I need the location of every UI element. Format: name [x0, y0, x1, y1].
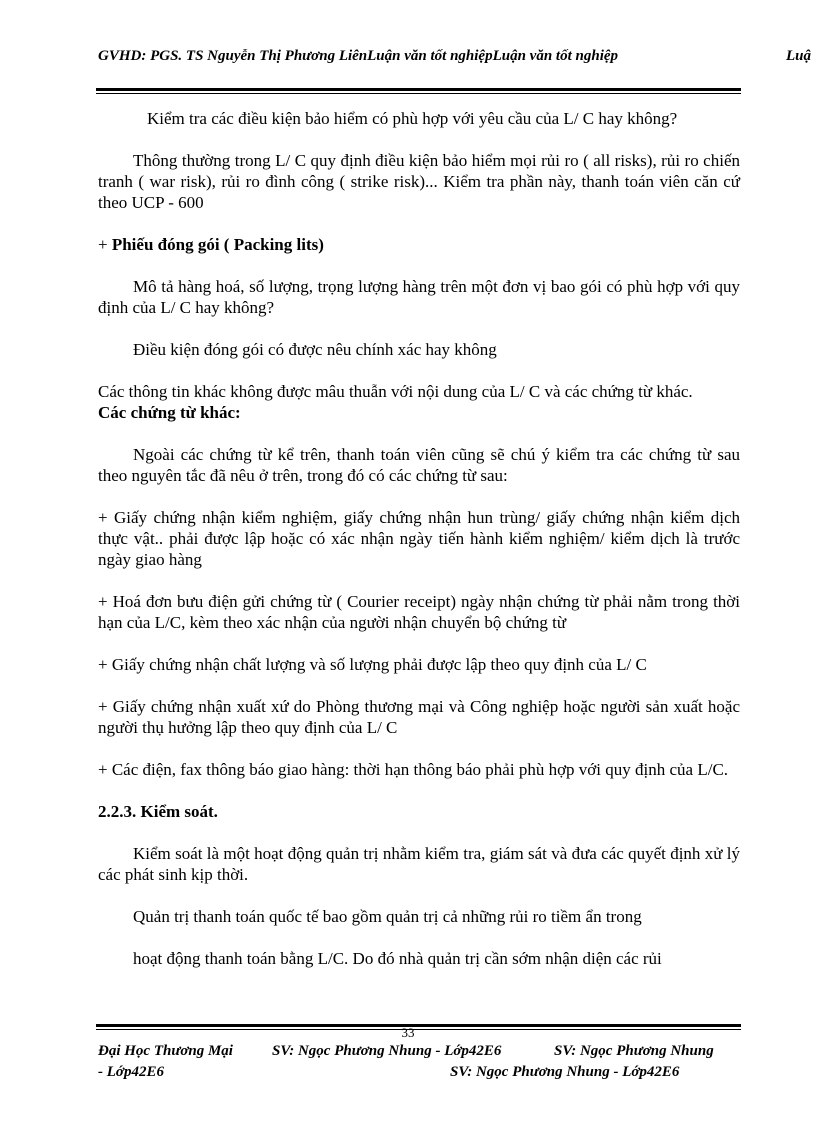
footer-class: - Lớp42E6 [98, 1064, 164, 1080]
heading-bold: Phiếu đóng gói ( Packing lits) [111, 235, 324, 254]
header-rule-thin [96, 93, 741, 94]
footer-school: Đại Học Thương Mại [98, 1043, 233, 1059]
paragraph: Mô tả hàng hoá, số lượng, trọng lượng hàng trên một đơn vị bao gói có phù hợp với quy định của L/ C hay không? [98, 277, 740, 317]
section-heading-packing [98, 234, 740, 255]
list-item: + Hoá đơn bưu điện gửi chứng từ ( Courier receipt) ngày nhận chứng từ phải nằm trong thời hạn của L/C, kèm theo xác nhận của người nhận chuyển bộ chứng từ [98, 592, 740, 632]
running-header: GVHD: PGS. TS Nguyễn Thị Phương LiênLuận văn tốt nghiệpLuận văn tốt nghiệp [98, 48, 619, 64]
list-item: + Giấy chứng nhận chất lượng và số lượng phải được lập theo quy định của L/ C [98, 655, 647, 674]
paragraph: hoạt động thanh toán bằng L/C. Do đó nhà quản trị cần sớm nhận diện các rủi [133, 949, 662, 968]
footer-student: SV: Ngọc Phương Nhung [554, 1043, 714, 1059]
list-item: + Các điện, fax thông báo giao hàng: thời hạn thông báo phải phù hợp với quy định của L/C. [98, 760, 729, 779]
running-header-overflow: Luậ [786, 48, 812, 64]
paragraph: Kiểm tra các điều kiện bảo hiểm có phù hợp với yêu cầu của L/ C hay không? [147, 109, 678, 128]
section-heading-other-docs: Các chứng từ khác: [98, 403, 241, 422]
footer-student: SV: Ngọc Phương Nhung - Lớp42E6 [450, 1064, 680, 1080]
heading-prefix: + [98, 235, 112, 254]
paragraph: Các thông tin khác không được mâu thuẫn với nội dung của L/ C và các chứng từ khác. [98, 382, 693, 401]
list-item: + Giấy chứng nhận kiểm nghiệm, giấy chứng nhận hun trùng/ giấy chứng nhận kiểm dịch thực vật.. phải được lập hoặc có xác nhận ngày tiến hành kiểm nghiệm/ kiểm dịch là trước ngày giao hàng [98, 508, 740, 569]
list-item: + Giấy chứng nhận xuất xứ do Phòng thương mại và Công nghiệp hoặc người sản xuất hoặc người thụ hưởng lập theo quy định của L/ C [98, 697, 740, 737]
paragraph: Thông thường trong L/ C quy định điều kiện bảo hiểm mọi rủi ro ( all risks), rủi ro chiến tranh ( war risk), rủi ro đình công ( strike risk)... Kiểm tra phần này, thanh toán viên căn cứ theo UCP - 600 [98, 151, 740, 212]
paragraph: Quản trị thanh toán quốc tế bao gồm quản trị cả những rủi ro tiềm ẩn trong [133, 907, 642, 926]
footer-student: SV: Ngọc Phương Nhung - Lớp42E6 [272, 1043, 502, 1059]
section-heading-control: 2.2.3. Kiểm soát. [98, 802, 218, 821]
header-rule-thick [96, 88, 741, 91]
running-footer [98, 1041, 740, 1083]
paragraph: Ngoài các chứng từ kể trên, thanh toán viên cũng sẽ chú ý kiểm tra các chứng từ sau theo nguyên tắc đã nêu ở trên, trong đó có các chứng từ sau: [98, 445, 740, 485]
paragraph: Kiểm soát là một hoạt động quản trị nhằm kiểm tra, giám sát và đưa các quyết định xử lý các phát sinh kịp thời. [98, 844, 740, 884]
page-number: 33 [401, 1025, 415, 1040]
paragraph: Điều kiện đóng gói có được nêu chính xác hay không [133, 340, 497, 359]
document-body [98, 108, 740, 990]
